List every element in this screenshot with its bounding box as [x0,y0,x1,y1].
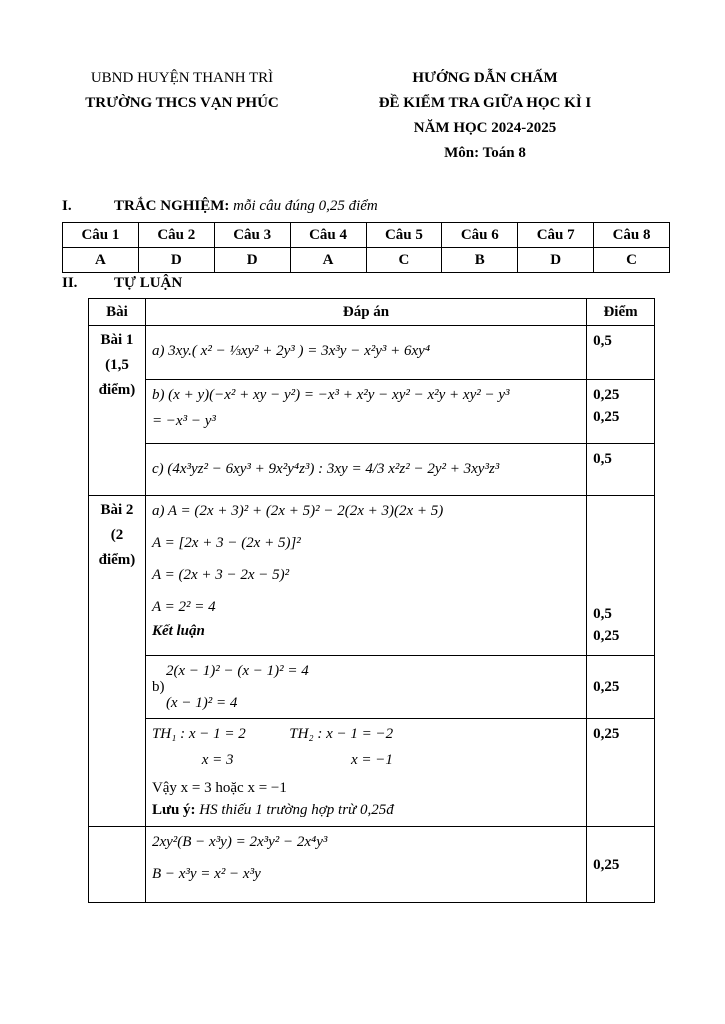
points-1b-2: 0,25 [593,409,620,425]
answer-2a-conclusion: Kết luận [151,623,205,639]
answer-2b-prefix: b) [151,679,165,695]
solution-1: x = 3 [201,752,234,768]
table-row [89,656,655,719]
answer-1b [145,380,586,444]
answer-1c [145,444,586,496]
mc-answer-row [63,248,670,273]
mc-question: Câu 4 [290,223,366,248]
answer-2b-line1: 2(x − 1)² − (x − 1)² = 4 [165,663,309,679]
table-row [89,326,655,380]
bai-2-unit: điểm) [98,552,136,568]
school-header [62,66,302,116]
exam-name: ĐỀ KIỂM TRA GIỮA HỌC KÌ I [378,95,592,111]
mc-answer: C [594,248,670,273]
mc-answer: D [138,248,214,273]
mc-answer: B [442,248,518,273]
mc-question: Câu 3 [214,223,290,248]
answer-1b-line1: b) (x + y)(−x² + xy − y²) = −x³ + x²y − xy² − x²y + xy² − y³ [151,387,510,403]
case-1: TH₁ : x − 1 = 2 [151,726,246,742]
subject: Môn: Toán 8 [444,145,526,161]
section-2-title: TỰ LUẬN [114,275,183,291]
doc-title-block [340,66,630,166]
doc-title: HƯỚNG DẪN CHẤM [412,70,558,86]
points-1b [587,380,655,444]
bai-2-cell [89,496,146,827]
multiple-choice-table [62,222,670,273]
mc-question: Câu 5 [366,223,442,248]
table-row [89,444,655,496]
answer-2a-line1: a) A = (2x + 3)² + (2x + 5)² − 2(2x + 3)(2x + 5) [151,503,444,519]
col-diem: Điểm [587,299,655,326]
answer-3-line2: B − x³y = x² − x³y [151,866,261,882]
mc-answer: A [63,248,139,273]
table-row [89,719,655,827]
section-1-heading [62,198,378,215]
bai-3-cell [89,827,146,903]
school-name: TRƯỜNG THCS VẠN PHÚC [85,95,279,111]
answer-2a-line4: A = 2² = 4 [151,599,216,615]
bai-1-label: Bài 1 [100,332,134,348]
points-3: 0,25 [587,827,655,903]
mc-question: Câu 8 [594,223,670,248]
points-2a-2: 0,25 [593,628,620,644]
answer-2a-line2: A = [2x + 3 − (2x + 5)]² [151,535,301,551]
mc-answer: C [366,248,442,273]
points-1c: 0,5 [587,444,655,496]
points-2c: 0,25 [587,719,655,827]
school-year: NĂM HỌC 2024-2025 [413,120,557,136]
answer-1a-line: a) 3xy.( x² − ⅓xy² + 2y³ ) = 3x³y − x²y³ + 6xy⁴ [151,343,431,359]
answer-2c-conclusion: Vậy x = 3 hoặc x = −1 [151,780,287,796]
solution-2: x = −1 [350,752,393,768]
points-2b: 0,25 [587,656,655,719]
col-bai: Bài [89,299,146,326]
answer-1b-line2: = −x³ − y³ [151,413,216,429]
bai-1-points: (1,5 [105,357,129,373]
answer-1a [145,326,586,380]
mc-question: Câu 2 [138,223,214,248]
answer-2c-solutions [152,749,580,771]
points-1b-1: 0,25 [593,387,620,403]
bai-1-cell [89,326,146,496]
essay-header-row [89,299,655,326]
district-name: UBND HUYỆN THANH TRÌ [90,70,274,86]
mc-answer: D [214,248,290,273]
answer-1c-line: c) (4x³yz² − 6xy³ + 9x²y⁴z³) : 3xy = 4/3 x²z² − 2y² + 3xy³z³ [151,461,500,477]
mc-question: Câu 6 [442,223,518,248]
answer-3-line1: 2xy²(B − x³y) = 2x³y² − 2x⁴y³ [151,834,328,850]
points-2a-1: 0,5 [593,606,612,622]
mc-question: Câu 1 [63,223,139,248]
mc-answer: A [290,248,366,273]
section-1-number: I. [62,198,72,214]
section-2-heading [62,275,182,292]
mc-answer: D [518,248,594,273]
answer-2a-line3: A = (2x + 3 − 2x − 5)² [151,567,290,583]
mc-question: Câu 7 [518,223,594,248]
bai-1-unit: điểm) [98,382,136,398]
answer-2c-cases [152,723,580,745]
essay-table [88,298,655,903]
section-1-title: TRẮC NGHIỆM: [114,198,230,214]
answer-2a [145,496,586,656]
answer-2c [145,719,586,827]
answer-2b-line2: (x − 1)² = 4 [165,695,238,711]
col-dapan: Đáp án [145,299,586,326]
table-row [89,380,655,444]
table-row [89,827,655,903]
section-2-number: II. [62,275,78,291]
case-2: TH₂ : x − 1 = −2 [289,726,394,742]
points-2a [587,496,655,656]
note-text: HS thiếu 1 trường hợp trừ 0,25đ [199,802,394,818]
section-1-note: mỗi câu đúng 0,25 điểm [233,198,378,214]
bai-2-points: (2 [110,527,124,543]
answer-3 [145,827,586,903]
points-1a: 0,5 [587,326,655,380]
note-label: Lưu ý: [151,802,196,818]
bai-2-label: Bài 2 [100,502,134,518]
mc-question-row [63,223,670,248]
answer-2c-note [152,799,580,821]
answer-2b [145,656,586,719]
table-row [89,496,655,656]
